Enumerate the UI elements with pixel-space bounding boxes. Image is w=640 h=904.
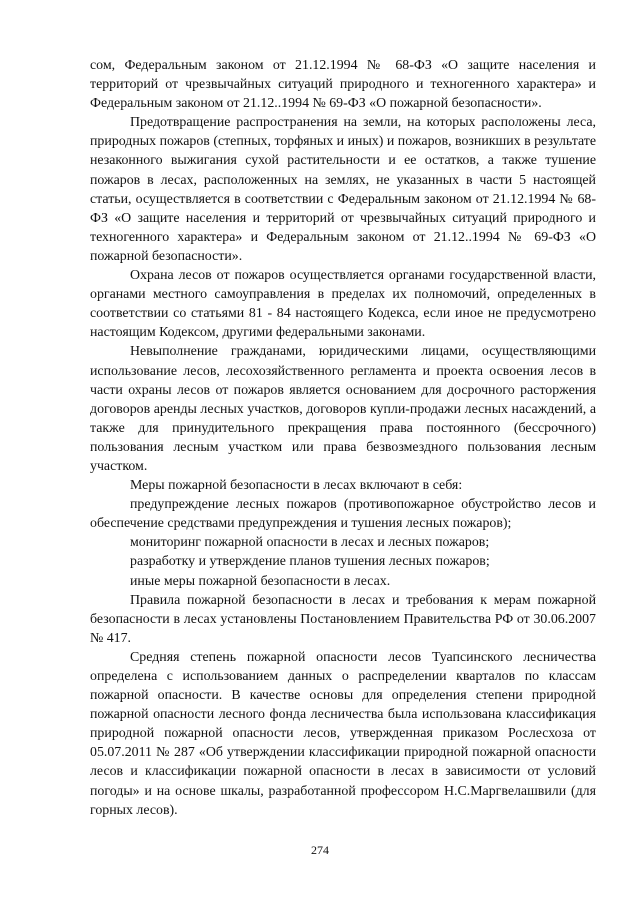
paragraph-continuation: сом, Федеральным законом от 21.12.1994 № 68-ФЗ «О защите населения и территорий от чрезвычайных ситуаций природного и техногенного характера» и Федеральным законом от 21.12..1994 № 69-ФЗ «О пожарной безопасности». [90,58,596,112]
measure-item-prevention: предупреждение лесных пожаров (противопожарное обустройство лесов и обеспечение средствами предупреждения и тушения лесных пожаров); [90,497,596,532]
paragraph-protection-authorities: Охрана лесов от пожаров осуществляется органами государственной власти, органами местного самоуправления в пределах их полномочий, определенных в соответствии со статьями 81 - 84 настоящего Кодекса, если иное не предусмотрено настоящим Кодексом, другими федеральными законами. [90,268,596,341]
paragraph-rules: Правила пожарной безопасности в лесах и требования к мерам пожарной безопасности в лесах установлены Постановлением Правительства РФ от 30.06.2007 № 417. [90,592,596,646]
paragraph-prevention: Предотвращение распространения на земли, на которых расположены леса, природных пожаров (степных, торфяных и иных) и пожаров, возникших в результате незаконного выжигания сухой растительности и ее остатков, а также тушение пожаров в лесах, расположенных на землях, не указанных в части 5 настоящей статьи, осуществляется в соответствии с Федеральным законом от 21.12.1994 № 68-ФЗ «О защите населения и территорий от чрезвычайных ситуаций природного и техногенного характера» и Федеральным законом от 21.12..1994 № 69-ФЗ «О пожарной безопасности». [90,115,596,264]
document-body [90,56,596,820]
measure-item-monitoring: мониторинг пожарной опасности в лесах и лесных пожаров; [130,535,490,551]
paragraph-non-compliance: Невыполнение гражданами, юридическими лицами, осуществляющими использование лесов, лесохозяйственного регламента и проекта освоения лесов в части охраны лесов от пожаров является основанием для досрочного расторжения договоров аренды лесных участков, договоров купли-продажи лесных насаждений, а также для принудительного прекращения права постоянного (бессрочного) пользования лесным участком или права безвозмездного пользования лесным участком. [90,344,596,474]
page-number: 274 [311,843,329,857]
paragraph-fire-danger-degree: Средняя степень пожарной опасности лесов Туапсинского лесничества определена с использованием данных о распределении кварталов по классам пожарной опасности. В качестве основы для определения степени природной пожарной опасности лесного фонда лесничества была использована классификация природной пожарной опасности лесов, утвержденная приказом Рослесхоза от 05.07.2011 № 287 «Об утверждении классификации природной пожарной опасности лесов и классификации пожарной опасности в лесах в зависимости от условий погоды» и на основе шкалы, разработанной профессором Н.С.Маргвелашвили (для горных лесов). [90,649,596,818]
measure-item-plans: разработку и утверждение планов тушения лесных пожаров; [130,554,490,570]
paragraph-measures-intro: Меры пожарной безопасности в лесах включают в себя: [130,478,463,494]
measure-item-other: иные меры пожарной безопасности в лесах. [130,573,391,589]
